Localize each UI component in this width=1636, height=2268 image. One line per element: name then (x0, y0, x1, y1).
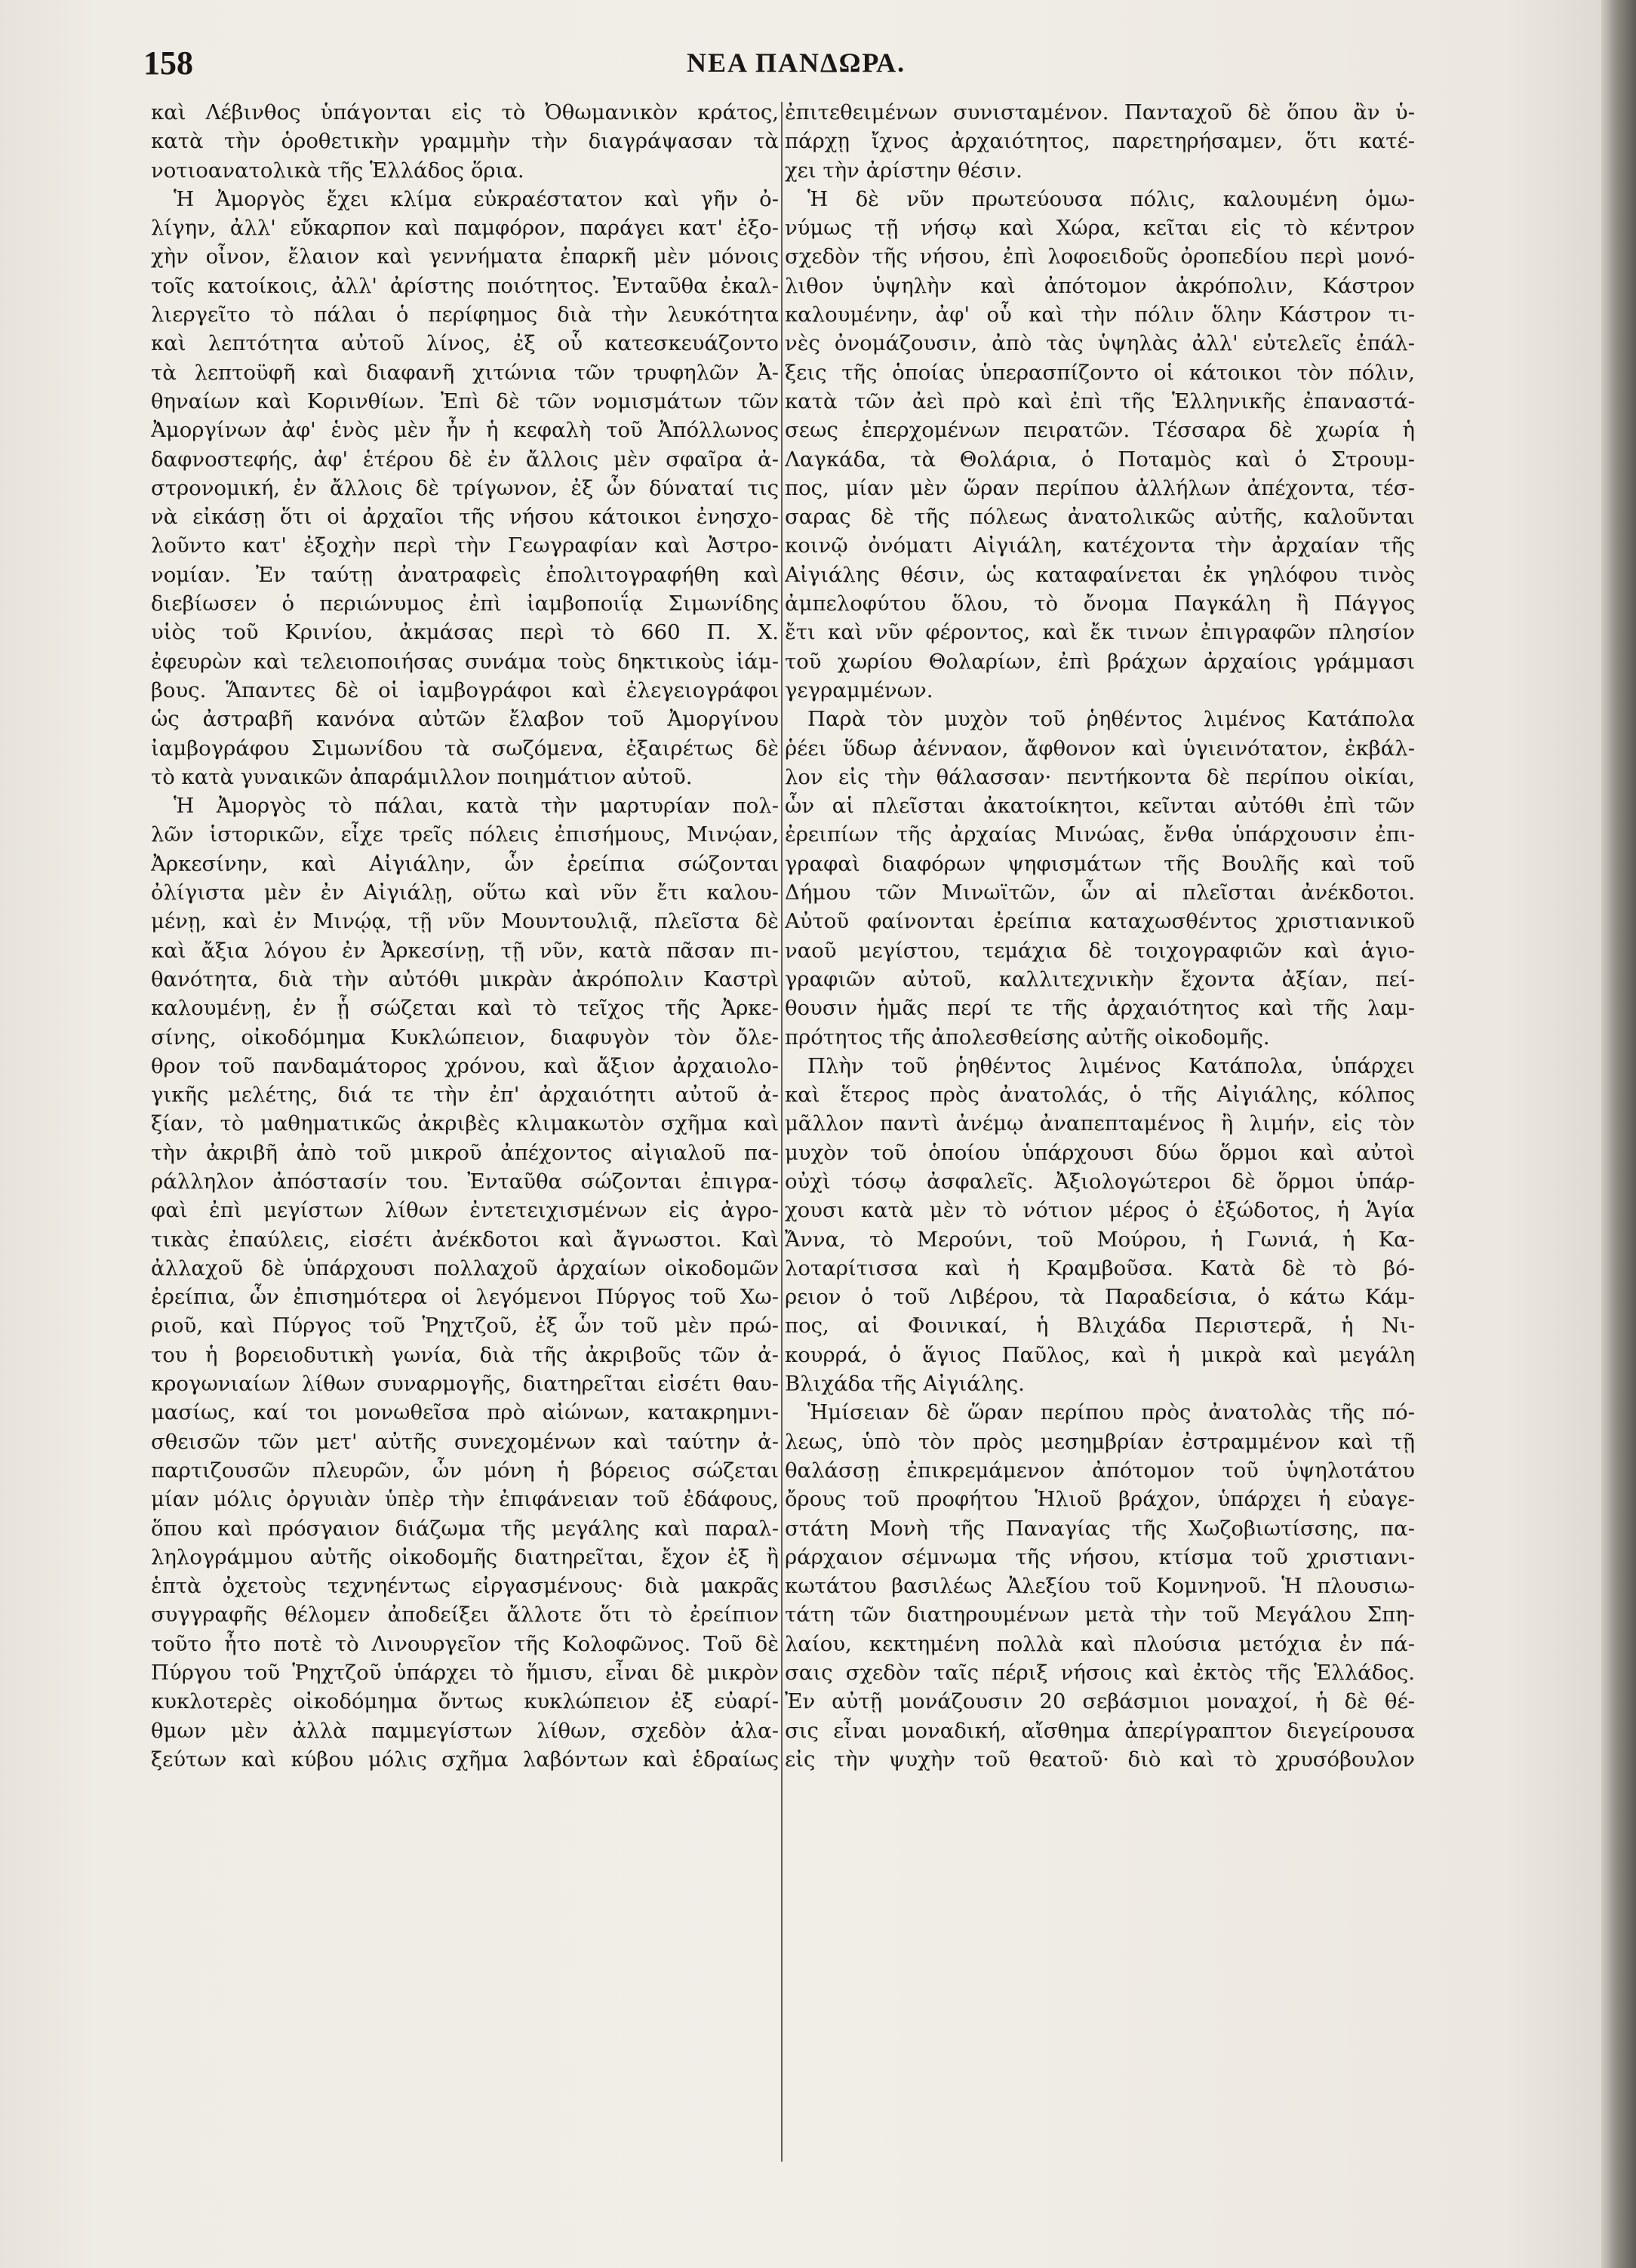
text-line: ὅπου καὶ πρόσγαιον διάζωμα τῆς μεγάλης καὶ παραλ- (151, 1516, 779, 1541)
text-line: δαφνοστεφής, ἀφ' ἑτέρου δὲ ἐν ἄλλοις μὲν σφαῖρα ἀ- (151, 447, 779, 472)
text-line: κοινῷ ὀνόματι Αἰγιάλη, κατέχοντα τὴν ἀρχαίαν τῆς (785, 533, 1415, 558)
text-line: λοῦντο κατ' ἐξοχὴν περὶ τὴν Γεωγραφίαν καὶ Ἀστρο- (151, 533, 779, 558)
running-title: ΝΕΑ ΠΑΝΔΩΡΑ. (687, 48, 906, 78)
text-line: γικῆς μελέτης, διά τε τὴν ἐπ' ἀρχαιότητι αὐτοῦ ἀ- (151, 1083, 779, 1108)
page-number: 158 (143, 45, 193, 81)
text-line: μίαν μόλις ὀργυιὰν ὑπὲρ τὴν ἐπιφάνειαν τοῦ ἐδάφους, (151, 1487, 779, 1512)
text-line: σθεισῶν τῶν μετ' αὐτῆς συνεχομένων καὶ ταύτην ἀ- (151, 1429, 779, 1454)
right-column (785, 98, 1415, 2256)
text-line: γραφιῶν αὐτοῦ, καλλιτεχνικὴν ἔχοντα ἀξίαν, πεί- (785, 967, 1415, 991)
text-line: τὰ λεπτοϋφῆ καὶ διαφανῆ χιτώνια τῶν τρυφηλῶν Ἀ- (151, 360, 779, 385)
text-line: νὲς ὀνομάζουσιν, ἀπὸ τὰς ὑψηλὰς ἀλλ' εὐτελεῖς ἐπάλ- (785, 331, 1415, 356)
text-line: του ἡ βορειοδυτικὴ γωνία, διὰ τῆς ἀκριβοῦς τῶν ἀ- (151, 1342, 779, 1367)
text-line: λοταρίτισσα καὶ ἡ Κραμβοῦσα. Κατὰ δὲ τὸ βό- (785, 1255, 1415, 1280)
text-line: θμων μὲν ἀλλὰ παμμεγίστων λίθων, σχεδὸν ἀλα- (151, 1718, 779, 1743)
text-line: τάτη τῶν διατηρουμένων μετὰ τὴν τοῦ Μεγάλου Σπη- (785, 1603, 1415, 1627)
text-line: σαρας δὲ τῆς πόλεως ἀνατολικῶς αὐτῆς, καλοῦνται (785, 505, 1415, 530)
text-line: τὴν ἀκριβῆ ἀπὸ τοῦ μικροῦ ἀπέχοντος αἰγιαλοῦ πα- (151, 1140, 779, 1165)
text-line: ἰαμβογράφου Σιμωνίδου τὰ σωζόμενα, ἐξαιρέτως δὲ (151, 736, 779, 761)
text-line: Ἀμοργίνων ἀφ' ἑνὸς μὲν ἦν ἡ κεφαλὴ τοῦ Ἀπόλλωνος (151, 418, 779, 443)
text-line: καὶ Λέβινθος ὑπάγονται εἰς τὸ Ὀθωμανικὸν κράτος, (151, 100, 779, 124)
text-line: πάρχῃ ἴχνος ἀρχαιότητος, παρετηρήσαμεν, ὅτι κατέ- (785, 129, 1415, 154)
text-line: ἔτι καὶ νῦν φέροντος, καὶ ἔκ τινων ἐπιγραφῶν πλησίον (785, 620, 1415, 645)
text-line: θουσιν ἡμᾶς περί τε τῆς ἀρχαιότητος καὶ τῆς λαμ- (785, 996, 1415, 1021)
text-line: Αἰγιάλης θέσιν, ὡς καταφαίνεται ἐκ γηλόφου τινὸς (785, 562, 1415, 587)
text-line: καλουμένην, ἀφ' οὗ καὶ τὴν πόλιν ὅλην Κάστρον τι- (785, 303, 1415, 327)
text-line: πος, αἱ Φοινικαί, ἡ Βλιχάδα Περιστερᾶ, ἡ Νι- (785, 1314, 1415, 1338)
text-line: λον εἰς τὴν θάλασσαν· πεντήκοντα δὲ περίπου οἰκίαι, (785, 764, 1415, 789)
text-line: θανότητα, διὰ τὴν αὐτόθι μικρὰν ἀκρόπολιν Καστρὶ (151, 967, 779, 991)
text-line: Λαγκάδα, τὰ Θολάρια, ὁ Ποταμὸς καὶ ὁ Στρουμ- (785, 447, 1415, 472)
text-line: ράλληλον ἀπόστασίν του. Ἐνταῦθα σώζονται ἐπιγρα- (151, 1169, 779, 1194)
text-line: βους. Ἅπαντες δὲ οἱ ἰαμβογράφοι καὶ ἐλεγειογράφοι (151, 678, 779, 702)
page-header (143, 44, 1494, 89)
text-line: κωτάτου βασιλέως Ἀλεξίου τοῦ Κομνηνοῦ. Ἡ πλουσιω- (785, 1574, 1415, 1599)
text-line: σχεδὸν τῆς νήσου, ἐπὶ λοφοειδοῦς ὀροπεδίου περὶ μονό- (785, 244, 1415, 269)
text-line: σίνης, οἰκοδόμημα Κυκλώπειον, διαφυγὸν τὸν ὄλε- (151, 1025, 779, 1049)
text-line: γεγραμμένων. (785, 678, 933, 702)
text-line: ἑπτὰ ὀχετοὺς τεχνηέντως εἰργασμένους· διὰ μακρᾶς (151, 1574, 779, 1599)
text-line: κατὰ τῶν ἀεὶ πρὸ καὶ ἐπὶ τῆς Ἑλληνικῆς ἐπαναστά- (785, 389, 1415, 413)
text-line: διεβίωσεν ὁ περιώνυμος ἐπὶ ἰαμβοποιΐᾳ Σιμωνίδης (151, 592, 779, 616)
text-line: ἐφευρὼν καὶ τελειοποιήσας συνάμα τοὺς δηκτικοὺς ἰάμ- (151, 649, 779, 674)
text-line: ὄρους τοῦ προφήτου Ἡλιοῦ βράχον, ὑπάρχει ἡ εὐαγε- (785, 1487, 1415, 1512)
text-line: τοῦτο ἦτο ποτὲ τὸ Λινουργεῖον τῆς Κολοφῶνος. Τοῦ δὲ (151, 1631, 779, 1656)
text-line: ράρχαιον σέμνωμα τῆς νήσου, κτίσμα τοῦ χριστιανι- (785, 1544, 1415, 1569)
text-line: στάτη Μονὴ τῆς Παναγίας τῆς Χωζοβιωτίσσης, πα- (785, 1516, 1415, 1541)
text-line: Πλὴν τοῦ ῥηθέντος λιμένος Κατάπολα, ὑπάρχει (807, 1053, 1415, 1078)
text-line: ριοῦ, καὶ Πύργος τοῦ Ῥηχτζοῦ, ἐξ ὧν τοῦ μὲν πρώ- (151, 1314, 779, 1338)
text-line: νοτιοανατολικὰ τῆς Ἑλλάδος ὅρια. (151, 158, 524, 183)
text-line: συγγραφῆς θέλομεν ἀποδείξει ἄλλοτε ὅτι τὸ ἐρείπιον (151, 1603, 779, 1627)
text-line: τικὰς ἐπαύλεις, εἰσέτι ἀνέκδοτοι καὶ ἄγνωστοι. Καὶ (151, 1227, 779, 1252)
text-line: λιθον ὑψηλὴν καὶ ἀπότομον ἀκρόπολιν, Κάστρον (785, 273, 1415, 298)
text-line: ἐρειπίων τῆς ἀρχαίας Μινώας, ἔνθα ὑπάρχουσιν ἐπι- (785, 822, 1415, 847)
text-line: ληλογράμμου αὐτῆς οἰκοδομῆς διατηρεῖται, ἔχον ἐξ ἢ (151, 1544, 779, 1569)
text-line: Πύργου τοῦ Ῥηχτζοῦ ὑπάρχει τὸ ἥμισυ, εἶναι δὲ μικρὸν (151, 1661, 779, 1686)
text-line: κρογωνιαίων λίθων συναρμογῆς, διατηρεῖται εἰσέτι θαυ- (151, 1372, 779, 1397)
text-line: καὶ ἕτερος πρὸς ἀνατολάς, ὁ τῆς Αἰγιάλης, κόλπος (785, 1083, 1415, 1108)
text-line: Ἡ Ἀμοργὸς τὸ πάλαι, κατὰ τὴν μαρτυρίαν πολ- (174, 794, 779, 819)
text-line: ναοῦ μεγίστου, τεμάχια δὲ τοιχογραφιῶν καὶ ἁγιο- (785, 938, 1415, 963)
column-divider (781, 102, 783, 2162)
text-line: θρον τοῦ πανδαμάτορος χρόνου, καὶ ἄξιον ἀρχαιολο- (151, 1053, 779, 1078)
text-line: μυχὸν τοῦ ὁποίου ὑπάρχουσι δύω ὅρμοι καὶ αὐτοὶ (785, 1140, 1415, 1165)
text-line: Παρὰ τὸν μυχὸν τοῦ ῥηθέντος λιμένος Κατάπολα (807, 707, 1415, 732)
text-line: υἱὸς τοῦ Κρινίου, ἀκμάσας περὶ τὸ 660 Π. Χ. (151, 620, 779, 645)
text-line: Ἄννα, τὸ Μερούνι, τοῦ Μούρου, ἡ Γωνιά, ἡ Κα- (785, 1227, 1415, 1252)
text-line: ὀλίγιστα μὲν ἐν Αἰγιάλῃ, οὕτω καὶ νῦν ἔτι καλου- (151, 880, 779, 905)
text-line: στρονομική, ἐν ἄλλοις δὲ τρίγωνον, ἐξ ὧν δύναταί τις (151, 475, 779, 500)
text-line: θαλάσσῃ ἐπικρεμάμενον ἀπότομον τοῦ ὑψηλοτάτου (785, 1458, 1415, 1483)
text-line: μένῃ, καὶ ἐν Μινῴᾳ, τῇ νῦν Μουντουλιᾷ, πλεῖστα δὲ (151, 909, 779, 934)
text-line: ἀλλαχοῦ δὲ ὑπάρχουσι πολλαχοῦ ἀρχαίων οἰκοδομῶν (151, 1255, 779, 1280)
text-line: νύμως τῇ νήσῳ καὶ Χώρα, κεῖται εἰς τὸ κέντρον (785, 216, 1415, 241)
text-line: εἰς τὴν ψυχὴν τοῦ θεατοῦ· διὸ καὶ τὸ χρυσόβουλον (785, 1747, 1415, 1772)
text-line: Βλιχάδα τῆς Αἰγιάλης. (785, 1372, 1025, 1397)
text-line: πρότητος τῆς ἀπολεσθείσης αὐτῆς οἰκοδομῆς. (785, 1025, 1270, 1049)
text-line: χὴν οἶνον, ἔλαιον καὶ γεννήματα ἐπαρκῆ μὲν μόνοις (151, 244, 779, 269)
text-line: παρτιζουσῶν πλευρῶν, ὧν μόνη ἡ βόρειος σώζεται (151, 1458, 779, 1483)
text-line: ξεις τῆς ὁποίας ὑπερασπίζοντο οἱ κάτοικοι τὸν πόλιν, (785, 360, 1415, 385)
text-line: λαίου, κεκτημένη πολλὰ καὶ πλούσια μετόχια ἐν πά- (785, 1631, 1415, 1656)
text-line: Ἡμίσειαν δὲ ὥραν περίπου πρὸς ἀνατολὰς τῆς πό- (807, 1400, 1415, 1425)
text-line: τὸ κατὰ γυναικῶν ἀπαράμιλλον ποιημάτιον αὐτοῦ. (151, 764, 693, 789)
text-line: οὐχὶ τόσῳ ἀσφαλεῖς. Ἀξιολογώτεροι δὲ ὅρμοι ὑπάρ- (785, 1169, 1415, 1194)
text-line: λίγην, ἀλλ' εὔκαρπον καὶ παμφόρον, παράγει κατ' ἐξο- (151, 216, 779, 241)
text-line: Ἡ δὲ νῦν πρωτεύουσα πόλις, καλουμένη ὁμω- (807, 186, 1415, 211)
text-line: Ἡ Ἀμοργὸς ἔχει κλίμα εὐκραέστατον καὶ γῆν ὀ- (174, 186, 779, 211)
text-line: ὡς ἀστραβῆ κανόνα αὐτῶν ἔλαβον τοῦ Ἀμοργίνου (151, 707, 779, 732)
text-line: ὧν αἱ πλεῖσται ἀκατοίκητοι, κεῖνται αὐτόθι ἐπὶ τῶν (785, 794, 1415, 819)
text-line: λῶν ἱστορικῶν, εἶχε τρεῖς πόλεις ἐπισήμους, Μινῴαν, (151, 822, 779, 847)
text-line: ρειον ὁ τοῦ Λιβέρου, τὰ Παραδείσια, ὁ κάτω Κάμ- (785, 1285, 1415, 1310)
text-line: ξίαν, τὸ μαθηματικῶς ἀκριβὲς κλιμακωτὸν σχῆμα καὶ (151, 1111, 779, 1136)
text-line: μασίως, καί τοι μονωθεῖσα πρὸ αἰώνων, κατακρημνι- (151, 1400, 779, 1425)
book-binding-edge (1601, 0, 1636, 2268)
text-line: καὶ ἄξια λόγου ἐν Ἀρκεσίνῃ, τῇ νῦν, κατὰ πᾶσαν πι- (151, 938, 779, 963)
text-line: φαὶ ἐπὶ μεγίστων λίθων ἐντετειχισμένων εἰς ἀγρο- (151, 1198, 779, 1223)
text-line: μᾶλλον παντὶ ἀνέμῳ ἀναπεπταμένος ἢ λιμήν, εἰς τὸν (785, 1111, 1415, 1136)
text-line: θηναίων καὶ Κορινθίων. Ἐπὶ δὲ τῶν νομισμάτων τῶν (151, 389, 779, 413)
text-line: γραφαὶ διαφόρων ψηφισμάτων τῆς Βουλῆς καὶ τοῦ (785, 851, 1415, 876)
text-line: Ἀρκεσίνην, καὶ Αἰγιάλην, ὧν ἐρείπια σώζονται (151, 851, 779, 876)
text-line: νομίαν. Ἐν ταύτῃ ἀνατραφεὶς ἐπολιτογραφήθη καὶ (151, 562, 779, 587)
text-line: χει τὴν ἀρίστην θέσιν. (785, 158, 1022, 183)
text-line: ἐπιτεθειμένων συνισταμένον. Πανταχοῦ δὲ ὅπου ἂν ὑ- (785, 100, 1415, 124)
text-line: τοῦ χωρίου Θολαρίων, ἐπὶ βράχων ἀρχαίοις γράμμασι (785, 649, 1415, 674)
text-line: σεως ἐπερχομένων πειρατῶν. Τέσσαρα δὲ χωρία ἡ (785, 418, 1415, 443)
text-line: χουσι κατὰ μὲν τὸ νότιον μέρος ὁ ἐξώδοτος, ἡ Ἁγία (785, 1198, 1415, 1223)
text-line: καὶ λεπτότητα αὐτοῦ λίνος, ἐξ οὗ κατεσκευάζοντο (151, 331, 779, 356)
text-line: καλουμένῃ, ἐν ᾗ σώζεται καὶ τὸ τεῖχος τῆς Ἀρκε- (151, 996, 779, 1021)
text-line: ῥέει ὕδωρ ἀένναον, ἄφθονον καὶ ὑγιεινότατον, ἐκβάλ- (785, 736, 1415, 761)
text-line: Δήμου τῶν Μινωϊτῶν, ὧν αἱ πλεῖσται ἀνέκδοτοι. (785, 880, 1415, 905)
text-line: κυκλοτερὲς οἰκοδόμημα ὄντως κυκλώπειον ἐξ εὐαρί- (151, 1689, 779, 1714)
text-line: ἐρείπια, ὧν ἐπισημότερα οἱ λεγόμενοι Πύργος τοῦ Χω- (151, 1285, 779, 1310)
text-line: Αὐτοῦ φαίνονται ἐρείπια καταχωσθέντος χριστιανικοῦ (785, 909, 1415, 934)
text-line: τοῖς κατοίκοις, ἀλλ' ἀρίστης ποιότητος. Ἐνταῦθα ἐκαλ- (151, 273, 779, 298)
left-column (151, 98, 779, 2256)
text-line: λεως, ὑπὸ τὸν πρὸς μεσημβρίαν ἐστραμμένον καὶ τῇ (785, 1429, 1415, 1454)
text-line: κατὰ τὴν ὁροθετικὴν γραμμὴν τὴν διαγράψασαν τὰ (151, 129, 779, 154)
text-line: λιεργεῖτο τὸ πάλαι ὁ περίφημος διὰ τὴν λευκότητα (151, 303, 779, 327)
text-line: σαις σχεδὸν ταῖς πέριξ νήσοις καὶ ἐκτὸς τῆς Ἑλλάδος. (785, 1661, 1415, 1686)
text-line: ἀμπελοφύτου ὅλου, τὸ ὄνομα Παγκάλη ἢ Πάγγος (785, 592, 1415, 616)
text-line: ξεύτων καὶ κύβου μόλις σχῆμα λαβόντων καὶ ἑδραίως (151, 1747, 779, 1772)
text-line: κουρρά, ὁ ἅγιος Παῦλος, καὶ ἡ μικρὰ καὶ μεγάλη (785, 1342, 1415, 1367)
text-line: νὰ εἰκάσῃ ὅτι οἱ ἀρχαῖοι τῆς νήσου κάτοικοι ἐνησχο- (151, 505, 779, 530)
text-line: σις εἶναι μοναδική, αἴσθημα ἀπερίγραπτον διεγείρουσα (785, 1718, 1415, 1743)
text-line: πος, μίαν μὲν ὥραν περίπου ἀλλήλων ἀπέχοντα, τέσ- (785, 475, 1415, 500)
text-line: Ἐν αὐτῇ μονάζουσιν 20 σεβάσμιοι μοναχοί, ἡ δὲ θέ- (785, 1689, 1415, 1714)
